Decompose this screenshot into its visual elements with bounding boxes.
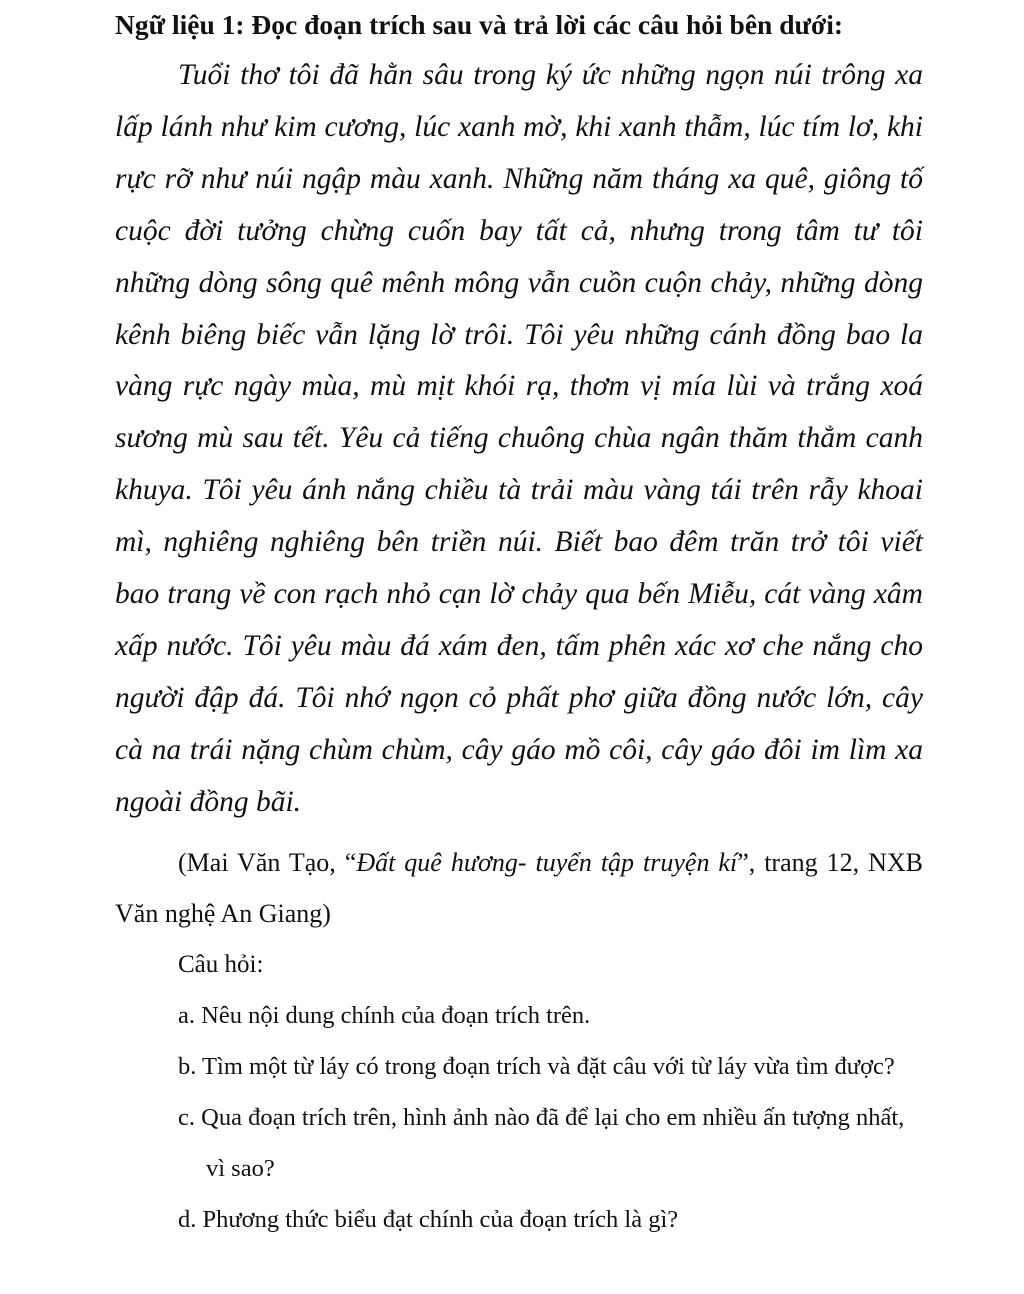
question-list: [115, 990, 923, 1245]
questions-title: Câu hỏi:: [178, 950, 264, 978]
question-c: c. Qua đoạn trích trên, hình ảnh nào đã để lại cho em nhiều ấn tượng nhất, vì sao?: [178, 1103, 905, 1182]
source-citation-open: (Mai Văn Tạo, “: [178, 847, 357, 877]
document-page: [115, 6, 923, 1245]
excerpt-passage: Tuổi thơ tôi đã hằn sâu trong ký ức những ngọn núi trông xa lấp lánh như kim cương, lúc xanh mờ, khi xanh thẫm, lúc tím lơ, khi rực rỡ như núi ngập màu xanh. Những năm tháng xa quê, giông tố cuộc đời tưởng chừng cuốn bay tất cả, nhưng trong tâm tư tôi những dòng sông quê mênh mông vẫn cuồn cuộn chảy, những dòng kênh biêng biếc vẫn lặng lờ trôi. Tôi yêu những cánh đồng bao la vàng rực ngày mùa, mù mịt khói rạ, thơm vị mía lùi và trắng xoá sương mù sau tết. Yêu cả tiếng chuông chùa ngân thăm thẳm canh khuya. Tôi yêu ánh nắng chiều tà trải màu vàng tái trên rẫy khoai mì, nghiêng nghiêng bên triền núi. Biết bao đêm trăn trở tôi viết bao trang về con rạch nhỏ cạn lờ chảy qua bến Miễu, cát vàng xâm xấp nước. Tôi yêu màu đá xám đen, tấm phên xác xơ che nắng cho người đập đá. Tôi nhớ ngọn cỏ phất phơ giữa đồng nước lớn, cây cà na trái nặng chùm chùm, cây gáo mồ côi, cây gáo đôi im lìm xa ngoài đồng bãi.: [115, 59, 923, 818]
source-book-title: Đất quê hương- tuyển tập truyện kí: [356, 847, 738, 877]
question-a: a. Nêu nội dung chính của đoạn trích trên.: [178, 1001, 591, 1029]
question-b: b. Tìm một từ láy có trong đoạn trích và đặt câu với từ láy vừa tìm được?: [178, 1052, 895, 1080]
source-citation: [115, 837, 923, 939]
section-heading: Ngữ liệu 1: Đọc đoạn trích sau và trả lời các câu hỏi bên dưới:: [115, 9, 844, 40]
question-d: d. Phương thức biểu đạt chính của đoạn trích là gì?: [178, 1205, 679, 1233]
source-citation-close: ”, trang 12, NXB Văn nghệ An Giang): [115, 847, 923, 928]
